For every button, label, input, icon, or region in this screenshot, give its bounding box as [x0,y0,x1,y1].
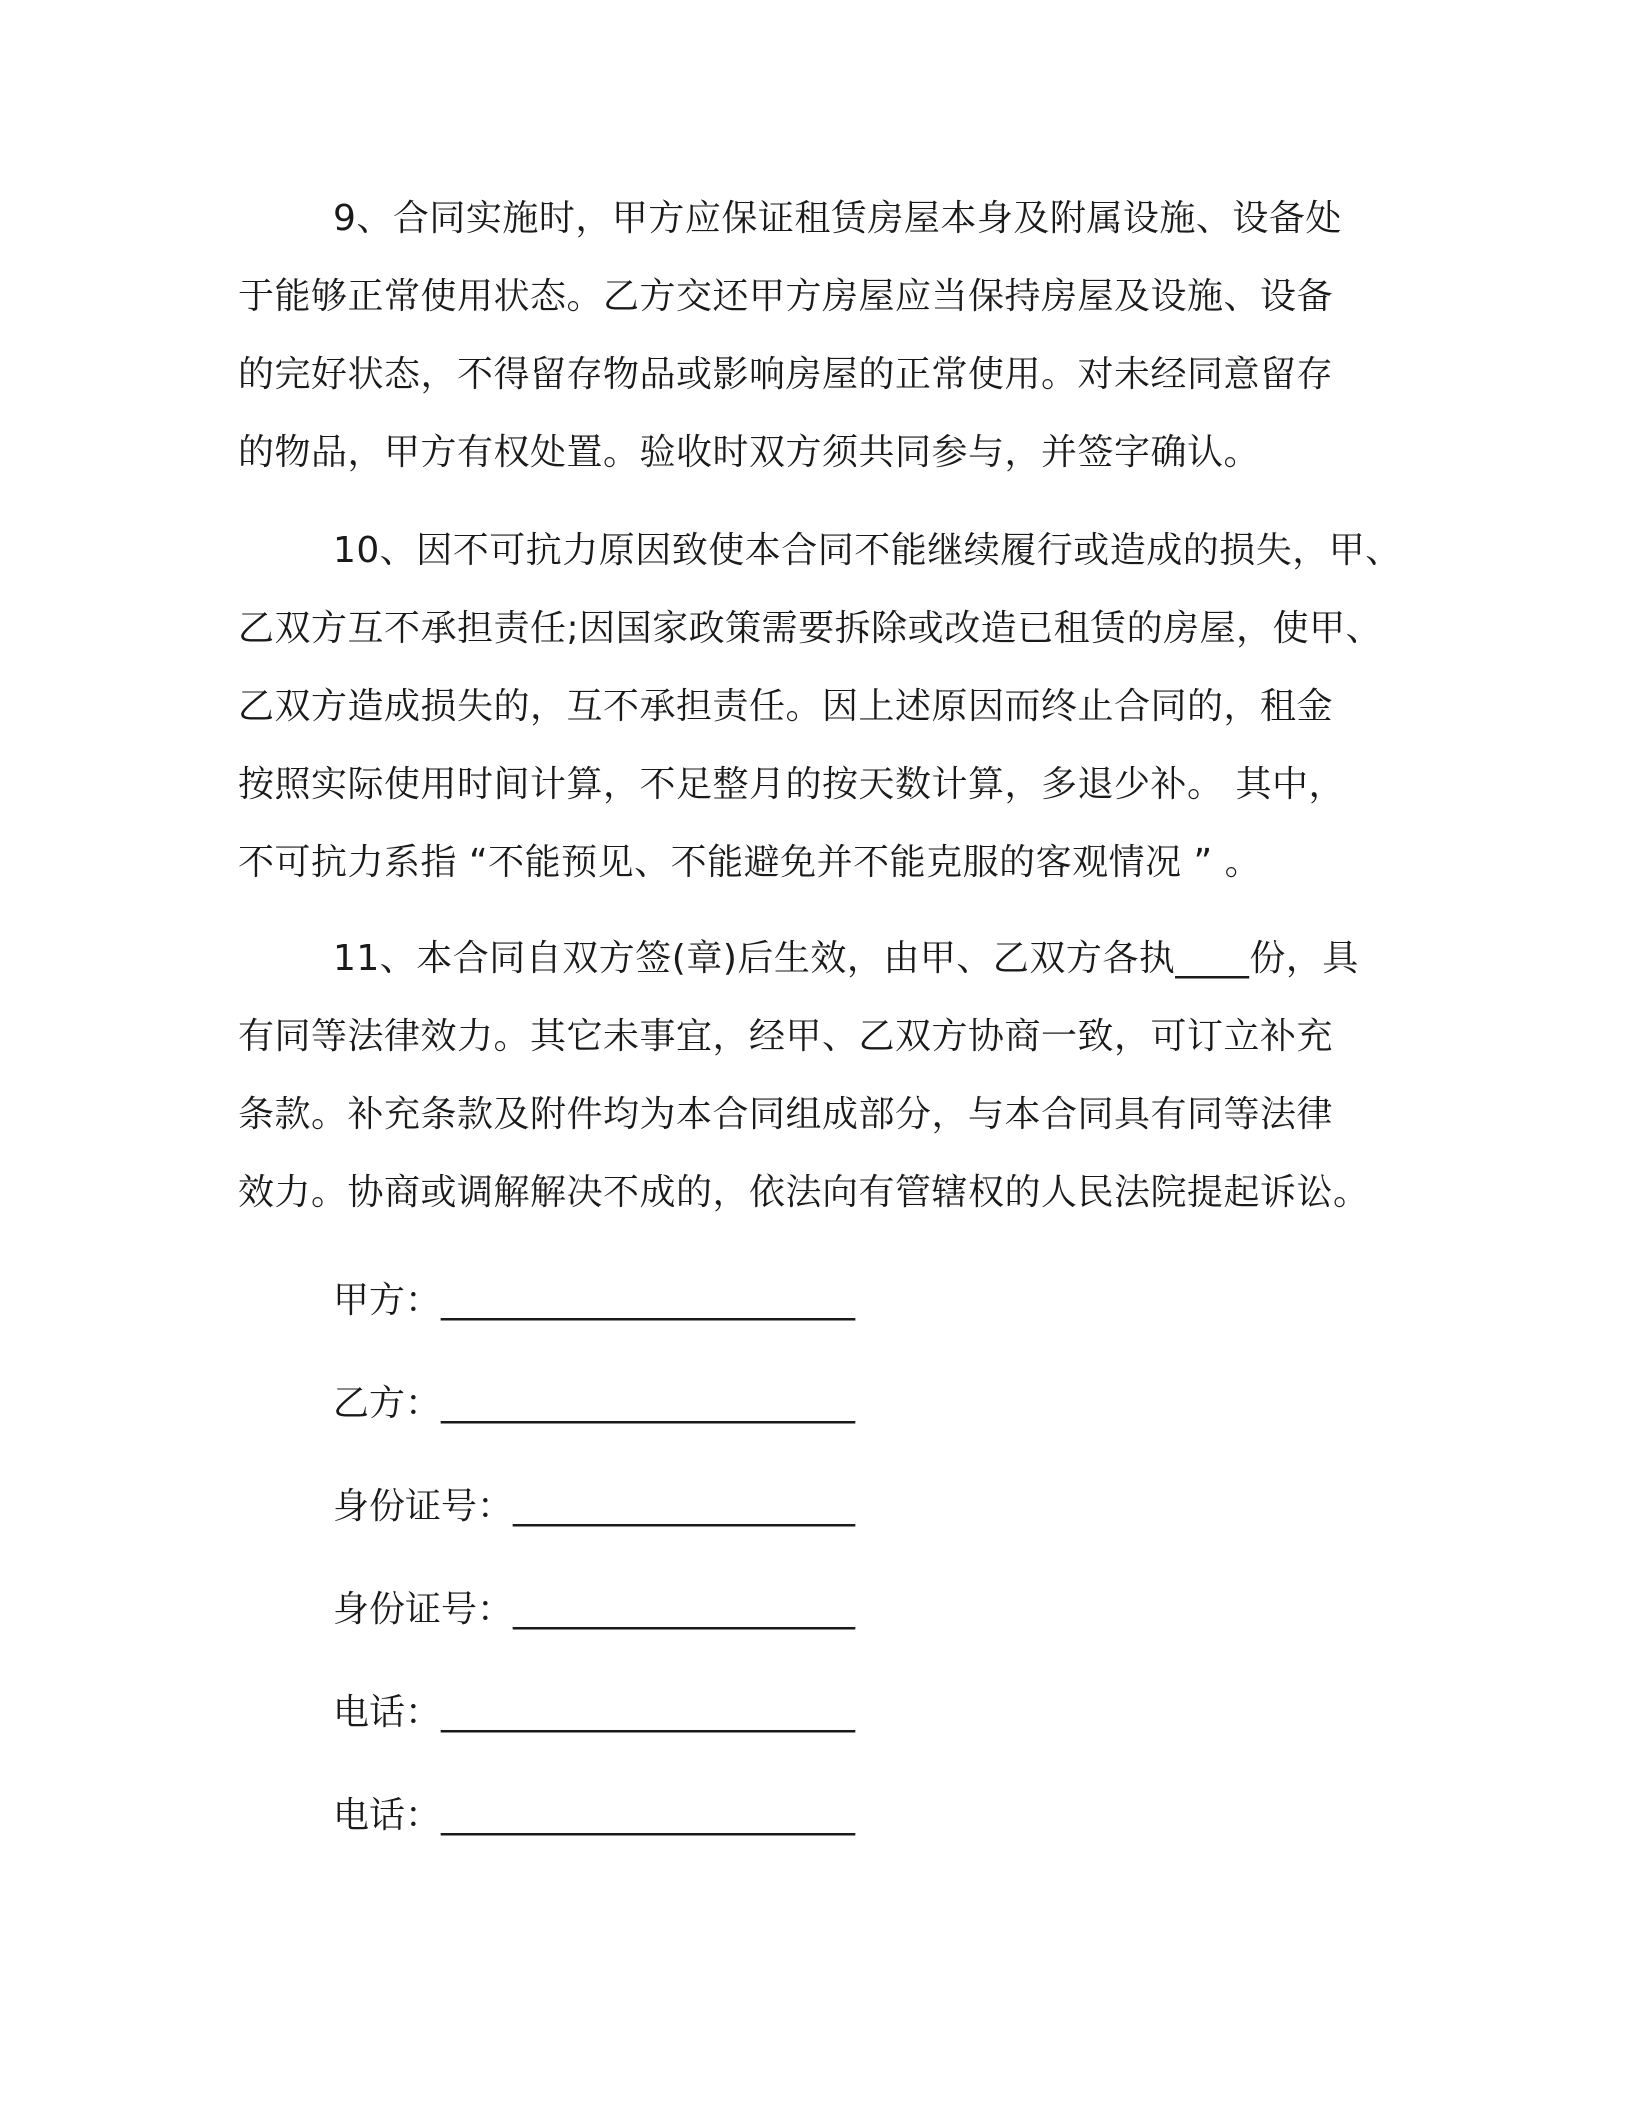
clause-line: 条款。补充条款及附件均为本合同组成部分，与本合同具有同等法律 [238,1094,1334,1135]
field-label: 甲方： [333,1280,442,1321]
field-label: 乙方： [333,1383,442,1424]
signature-field-phone-b [333,1773,1133,1876]
clause-line: 有同等法律效力。其它未事宜，经甲、乙双方协商一致，可订立补充 [238,1016,1334,1057]
field-label: 身份证号： [333,1486,514,1527]
signature-block [333,1258,1133,1876]
fill-in-blank: ___________________ [513,1589,856,1630]
signature-field-id-number-b [333,1567,1133,1670]
clause-line: 乙双方互不承担责任;因国家政策需要拆除或改造已租赁的房屋，使甲、 [238,608,1383,649]
field-label: 身份证号： [333,1589,514,1630]
clause-line: 10、因不可抗力原因致使本合同不能继续履行或造成的损失，甲、 [333,530,1402,571]
clause-line: 乙双方造成损失的，互不承担责任。因上述原因而终止合同的，租金 [238,686,1334,727]
clause-line: 不可抗力系指 “不能预见、不能避免并不能克服的客观情况 ” 。 [238,842,1262,883]
clause-line: 效力。协商或调解解决不成的，依法向有管辖权的人民法院提起诉讼。 [238,1172,1370,1213]
clause-line: 11、本合同自双方签(章)后生效，由甲、乙双方各执____份，具 [333,938,1359,979]
field-label: 电话： [333,1692,442,1733]
clause-line: 的完好状态，不得留存物品或影响房屋的正常使用。对未经同意留存 [238,354,1334,395]
fill-in-blank: _______________________ [441,1692,856,1733]
signature-field-phone-a [333,1670,1133,1773]
clause-line: 按照实际使用时间计算，不足整月的按天数计算，多退少补。 其中， [238,764,1345,805]
clause-10 [238,512,1402,902]
fill-in-blank: ___________________ [513,1486,856,1527]
signature-field-party-b [333,1361,1133,1464]
clause-9 [238,180,1398,492]
fill-in-blank: _______________________ [441,1280,856,1321]
clause-line: 于能够正常使用状态。乙方交还甲方房屋应当保持房屋及设施、设备 [238,276,1334,317]
fill-in-blank: _______________________ [441,1795,856,1836]
clause-line: 的物品，甲方有权处置。验收时双方须共同参与，并签字确认。 [238,432,1261,473]
field-label: 电话： [333,1795,442,1836]
signature-field-id-number-a [333,1464,1133,1567]
signature-field-party-a [333,1258,1133,1361]
clause-11 [238,920,1398,1232]
fill-in-blank: _______________________ [441,1383,856,1424]
clause-line: 9、合同实施时，甲方应保证租赁房屋本身及附属设施、设备处 [333,198,1342,239]
